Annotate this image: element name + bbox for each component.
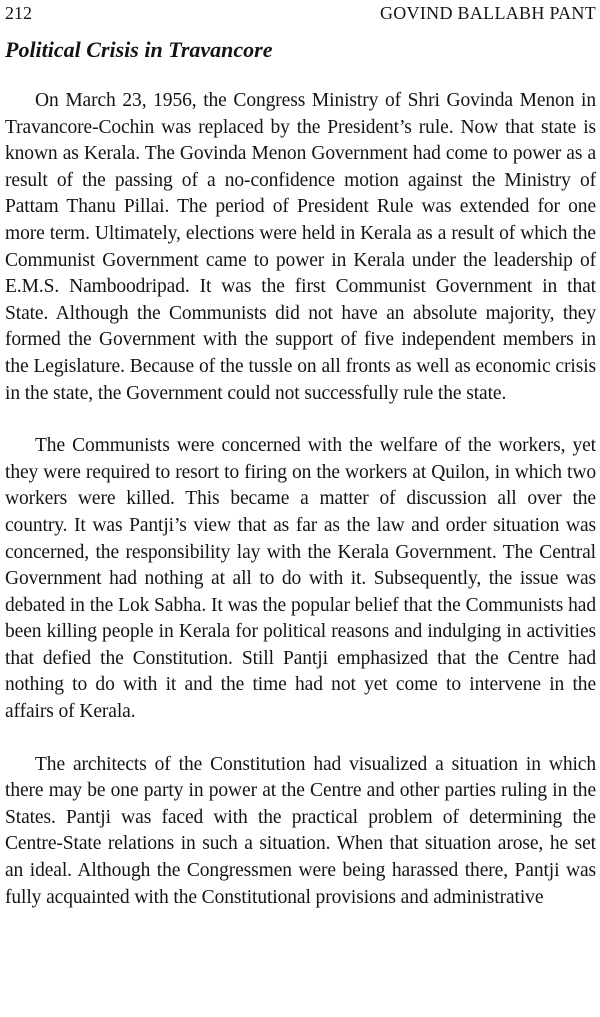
paragraph-quilon-firing: The Communists were concerned with the welfare of the workers, yet they were required to resort to firing on the workers at Quilon, in which two workers were killed. This became a matter of discussion all over the country. It was Pantji’s view that as far as the law and order situation was concerned, the responsibility lay with the Kerala Government. The Central Government had nothing at all to do with it. Subsequently, the issue was debated in the Lok Sabha. It was the popular belief that the Communists had been killing people in Kerala for political reasons and indulging in activities that defied the Constitution. Still Pantji emphasized that the Centre had nothing to do with it and the time had not yet come to intervene in the affairs of Kerala. [5, 435, 596, 723]
page-number: 212 [5, 3, 32, 23]
running-header [5, 2, 596, 24]
section-heading: Political Crisis in Travancore [5, 37, 273, 62]
body-text [5, 88, 596, 937]
paragraph-centre-state-relations: The architects of the Constitution had visualized a situation in which there may be one party in power at the Centre and other parties ruling in the States. Pantji was faced with the practical problem of determining the Centre-State relations in such a situation. When that situation arose, he set an ideal. Although the Congressmen were being harassed there, Pantji was fully acquainted with the Constitutional provisions and administrative [5, 753, 596, 908]
running-title: GOVIND BALLABH PANT [379, 3, 596, 23]
paragraph-travancore-crisis: On March 23, 1956, the Congress Ministry of Shri Govinda Menon in Travancore-Cochin was replaced by the President’s rule. Now that state is known as Kerala. The Govinda Menon Government had come to power as a result of the passing of a no-confidence motion against the Ministry of Pattam Thanu Pillai. The period of President Rule was extended for one more term. Ultimately, elections were held in Kerala as a result of which the Communist Government came to power in Kerala under the leadership of E.M.S. Namboodripad. It was the first Communist Government in that State. Although the Communists did not have an absolute majority, they formed the Government with the support of five independent members in the Legislature. Because of the tussle on all fronts as well as economic crisis in the state, the Government could not successfully rule the state. [5, 90, 596, 404]
